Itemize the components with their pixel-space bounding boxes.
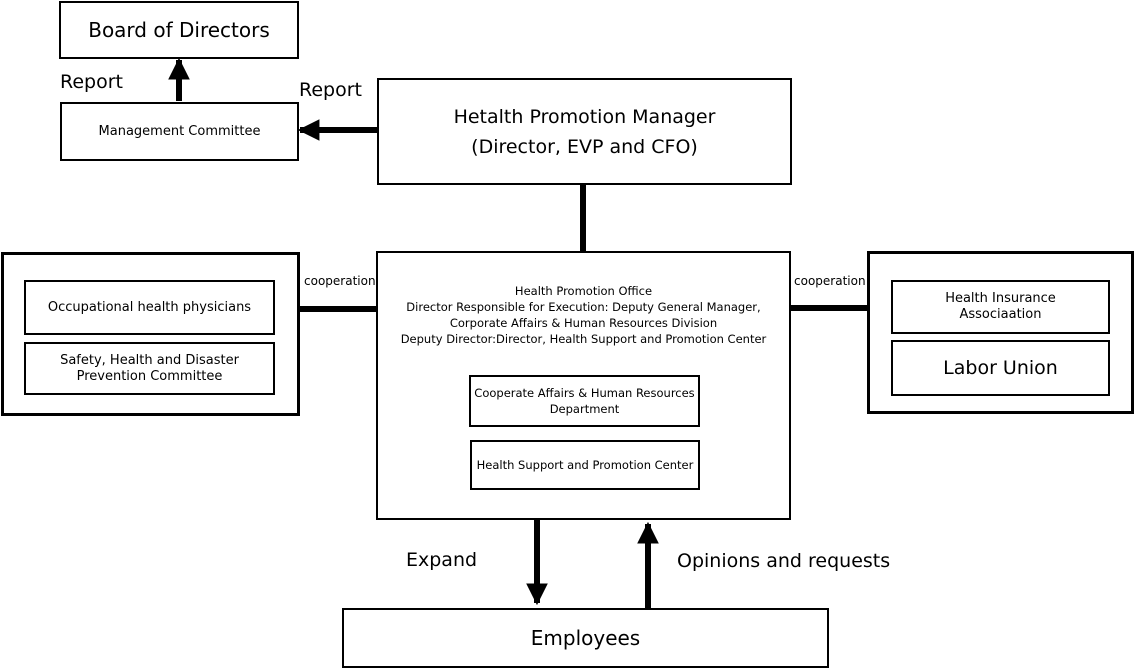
board-of-directors-label: Board of Directors (88, 18, 270, 42)
cooperate-dept-line-1: Cooperate Affairs & Human Resources (474, 386, 695, 400)
cooperation-left-label: cooperation (304, 274, 376, 288)
cooperate-affairs-department-box (469, 375, 700, 427)
health-insurance-line-1: Health Insurance (945, 291, 1056, 306)
report-up-label: Report (60, 71, 123, 93)
employees-box (342, 608, 829, 668)
labor-union-label: Labor Union (943, 357, 1058, 379)
health-support-center-box (470, 440, 700, 490)
manager-title: Hetalth Promotion Manager (453, 105, 716, 128)
health-insurance-line-2: Associaation (959, 307, 1042, 322)
health-promotion-manager-box (377, 78, 792, 185)
occupational-physicians-label: Occupational health physicians (47, 300, 252, 315)
employees-label: Employees (530, 626, 641, 650)
office-line-4: Deputy Director:Director, Health Support and Promotion Center (400, 332, 767, 346)
management-committee-box (60, 102, 299, 161)
health-insurance-box (891, 280, 1110, 334)
safety-committee-line-2: Prevention Committee (76, 368, 223, 384)
board-of-directors-box (59, 1, 299, 59)
report-left-label: Report (299, 79, 362, 101)
office-line-2: Director Responsible for Execution: Deputy General Manager, (406, 300, 761, 314)
occupational-physicians-box (24, 280, 275, 335)
office-line-3: Corporate Affairs & Human Resources Division (449, 316, 718, 330)
safety-committee-box (24, 342, 275, 395)
manager-subtitle: (Director, EVP and CFO) (471, 135, 698, 158)
labor-union-box (891, 340, 1110, 396)
expand-label: Expand (406, 549, 478, 571)
health-support-center-label: Health Support and Promotion Center (476, 458, 694, 472)
office-line-1: Health Promotion Office (514, 284, 653, 298)
cooperate-dept-line-2: Department (549, 402, 620, 416)
cooperation-right-label: cooperation (794, 274, 866, 288)
management-committee-label: Management Committee (98, 124, 261, 139)
safety-committee-line-1: Safety, Health and Disaster (60, 352, 239, 368)
opinions-label: Opinions and requests (677, 550, 891, 572)
